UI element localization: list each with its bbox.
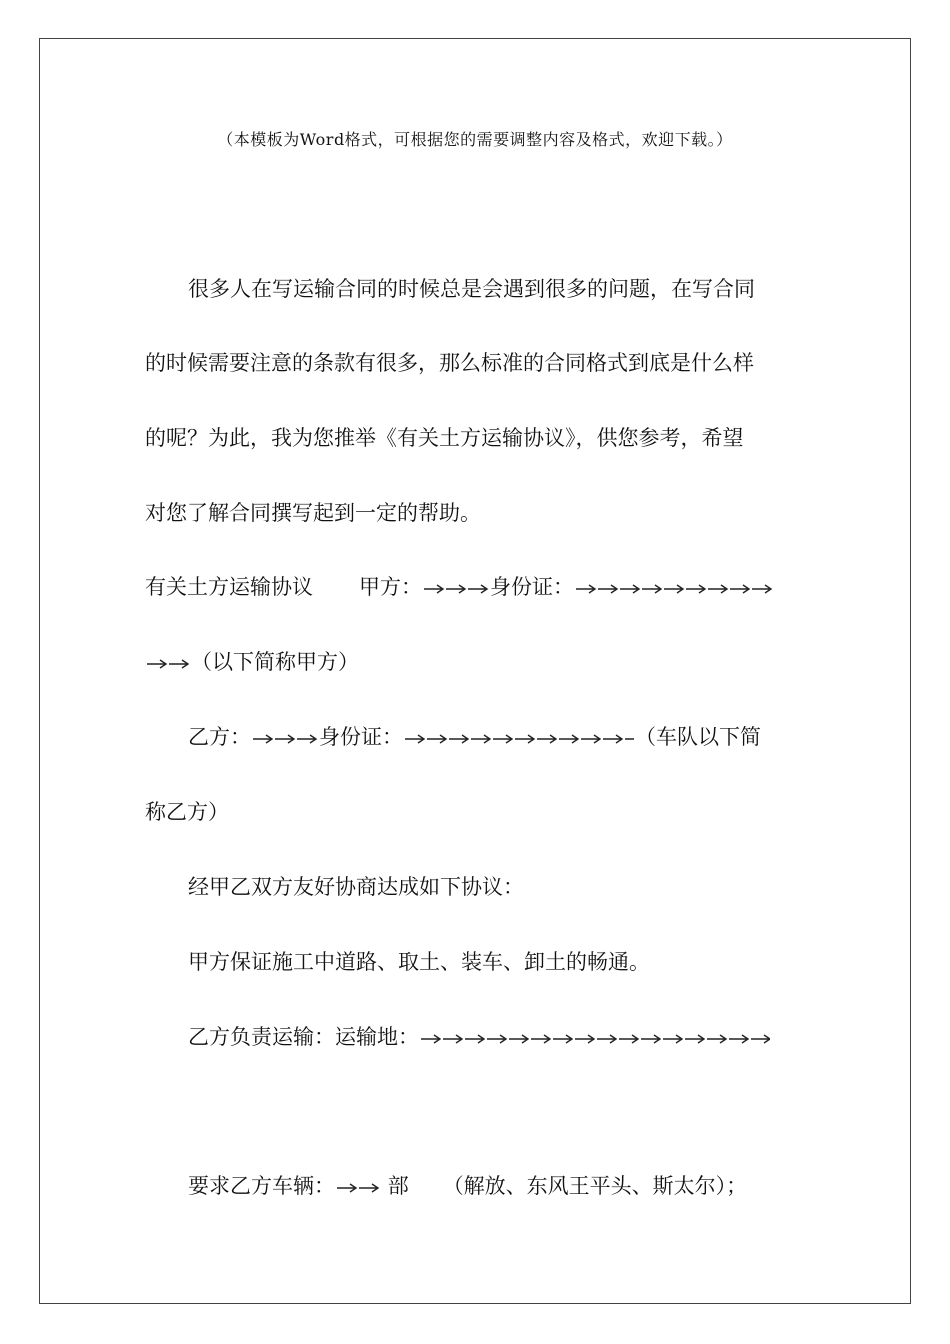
party-a-line-2 <box>145 648 795 676</box>
intro-line-3: 的呢？为此，我为您推举《有关土方运输协议》，供您参考，希望 <box>145 426 744 450</box>
intro-line-4: 对您了解合同撰写起到一定的帮助。 <box>145 501 481 525</box>
party-a-label: 甲方： <box>359 575 422 599</box>
party-a-id-blank[interactable] <box>575 582 773 596</box>
party-a-id-blank-cont[interactable] <box>146 657 190 671</box>
clause-b-label: 乙方负责运输：运输地： <box>188 1025 419 1049</box>
party-b-line <box>188 723 838 751</box>
vehicles-unit: 部 <box>387 1174 409 1198</box>
template-note: （本模板为Word格式，可根据您的需要调整内容及格式，欢迎下载。） <box>217 130 733 149</box>
party-b-id-blank[interactable] <box>404 732 634 746</box>
agreement-intro: 经甲乙双方友好协商达成如下协议： <box>188 875 524 899</box>
party-a-id-label: 身份证： <box>490 575 574 599</box>
contract-title: 有关土方运输协议 <box>145 575 313 599</box>
clause-b-line <box>188 1023 838 1051</box>
party-b-label: 乙方： <box>188 725 251 749</box>
destination-blank[interactable] <box>420 1032 770 1046</box>
vehicles-types: （解放、东风王平头、斯太尔）； <box>442 1174 748 1198</box>
intro-line-1: 很多人在写运输合同的时候总是会遇到很多的问题，在写合同 <box>188 277 755 301</box>
party-a-name-blank[interactable] <box>423 582 489 596</box>
vehicles-label: 要求乙方车辆： <box>188 1174 335 1198</box>
party-b-name-blank[interactable] <box>252 732 318 746</box>
vehicles-count-blank[interactable] <box>336 1181 380 1195</box>
party-b-id-label: 身份证： <box>319 725 403 749</box>
party-b-suffix-1: （车队以下简 <box>635 725 761 749</box>
party-b-suffix-2: 称乙方） <box>145 800 229 824</box>
vehicles-line <box>188 1172 838 1200</box>
party-a-line <box>145 573 795 601</box>
intro-line-2: 的时候需要注意的条款有很多，那么标准的合同格式到底是什么样 <box>145 351 754 375</box>
clause-a: 甲方保证施工中道路、取土、装车、卸土的畅通。 <box>188 950 650 974</box>
party-a-suffix: （以下简称甲方） <box>191 650 359 674</box>
